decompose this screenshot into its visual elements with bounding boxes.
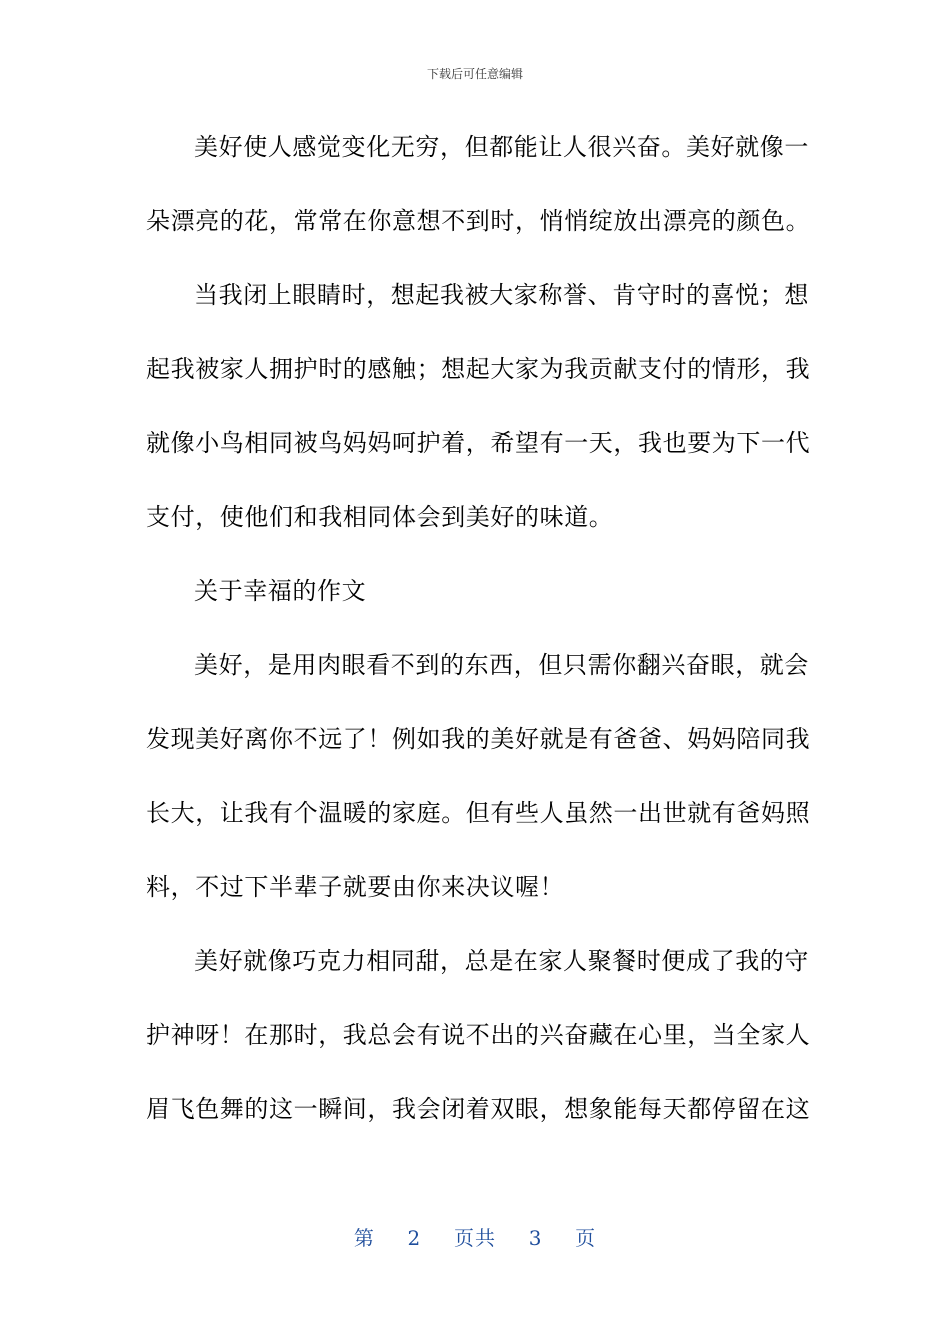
paragraph-line: 美好使人感觉变化无穷，但都能让人很兴奋。美好就像一	[194, 133, 809, 161]
paragraph-line: 美好就像巧克力相同甜，总是在家人聚餐时便成了我的守	[194, 947, 809, 975]
paragraph-line: 眉飞色舞的这一瞬间，我会闭着双眼，想象能每天都停留在这	[146, 1095, 811, 1123]
paragraph-line: 就像小鸟相同被鸟妈妈呵护着，希望有一天，我也要为下一代	[146, 429, 811, 457]
page-number-footer	[0, 1224, 950, 1252]
paragraph-line: 料，不过下半辈子就要由你来决议喔！	[146, 873, 565, 901]
paragraph-2	[146, 258, 811, 554]
header-note: 下载后可任意编辑	[426, 67, 523, 81]
paragraph-line: 支付，使他们和我相同体会到美好的味道。	[146, 503, 614, 531]
paragraph-4	[146, 924, 811, 1146]
paragraph-1	[146, 110, 811, 258]
paragraph-line: 长大，让我有个温暖的家庭。但有些人虽然一出世就有爸妈照	[146, 799, 811, 827]
paragraph-line: 护神呀！在那时，我总会有说不出的兴奋藏在心里，当全家人	[146, 1021, 811, 1049]
paragraph-line: 朵漂亮的花，常常在你意想不到时，悄悄绽放出漂亮的颜色。	[146, 207, 811, 235]
footer-prefix: 第	[353, 1226, 375, 1250]
current-page-number: 2	[407, 1226, 422, 1250]
paragraph-line: 起我被家人拥护时的感触；想起大家为我贡献支付的情形，我	[146, 355, 811, 383]
footer-middle: 页共	[454, 1226, 496, 1250]
section-heading	[146, 554, 806, 628]
paragraph-line: 当我闭上眼睛时，想起我被大家称誉、肯守时的喜悦；想	[194, 281, 809, 309]
paragraph-line: 发现美好离你不远了！例如我的美好就是有爸爸、妈妈陪同我	[146, 725, 811, 753]
document-body	[146, 110, 811, 1146]
total-page-number: 3	[528, 1226, 543, 1250]
paragraph-line: 美好，是用肉眼看不到的东西，但只需你翻兴奋眼，就会	[194, 651, 809, 679]
heading-line: 关于幸福的作文	[194, 577, 367, 605]
paragraph-3	[146, 628, 811, 924]
footer-suffix: 页	[575, 1226, 597, 1250]
